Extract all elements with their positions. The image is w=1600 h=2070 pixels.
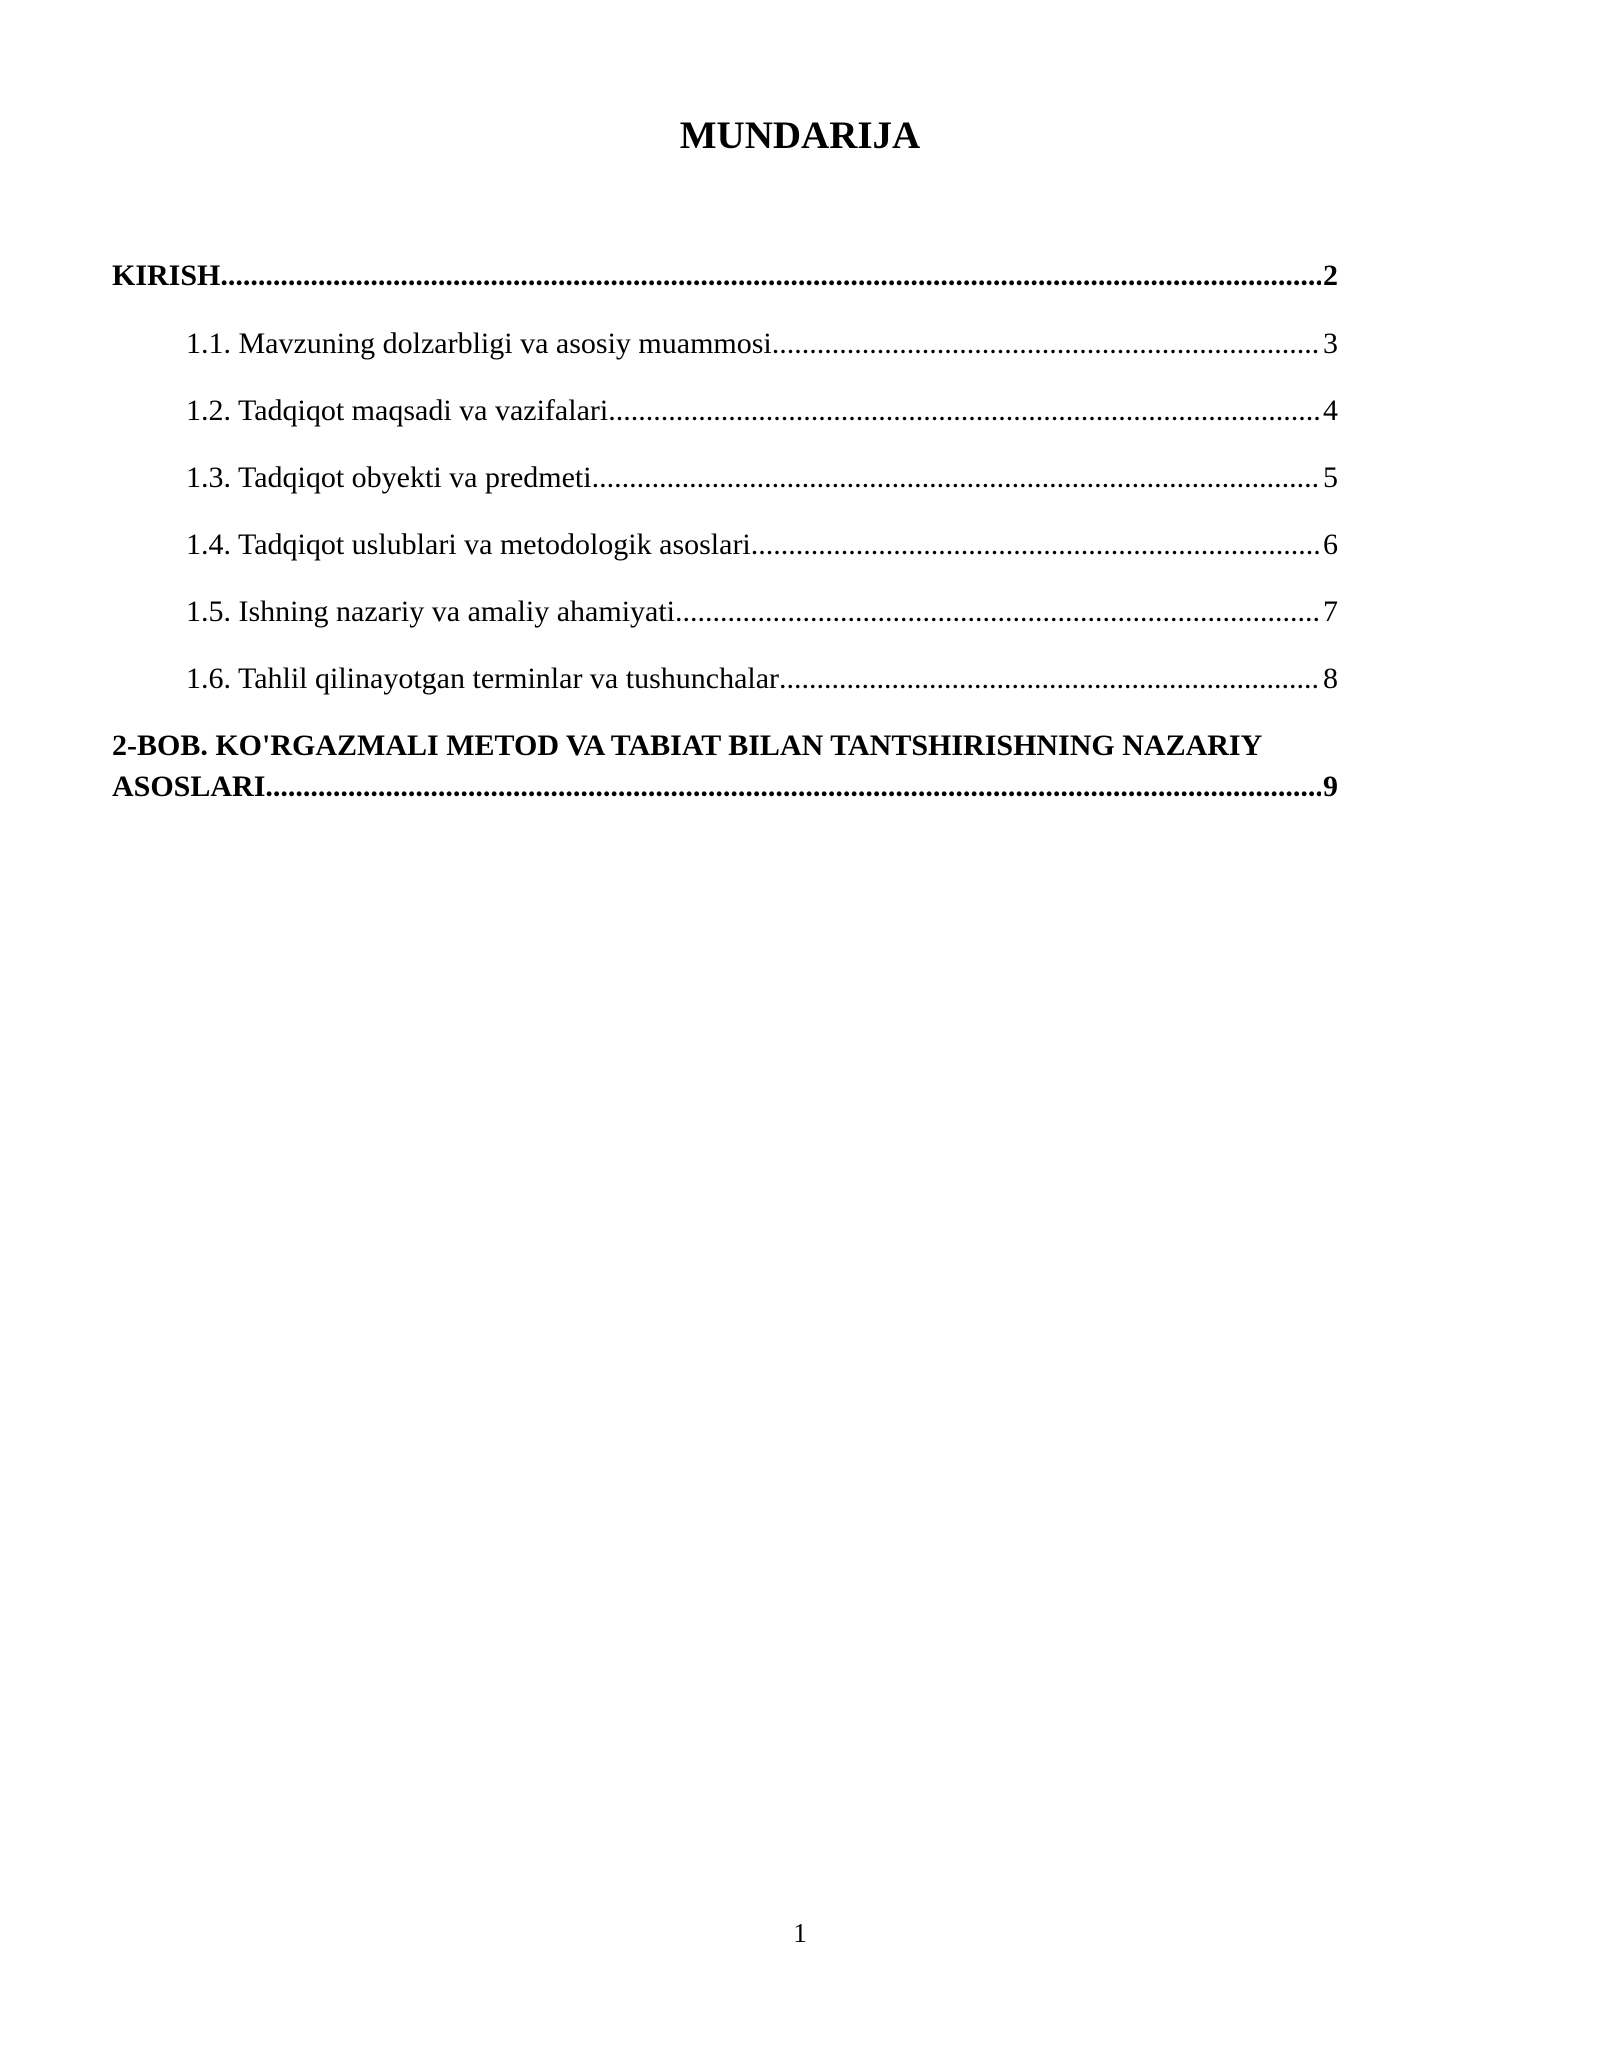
toc-entry-1-3[interactable] [186, 459, 1338, 497]
toc-entry-label: KIRISH [112, 259, 221, 292]
toc-entry-page: 2 [1323, 259, 1338, 292]
toc-entry-page: 5 [1323, 461, 1338, 494]
toc-entry-label: 1.3. Tadqiqot obyekti va predmeti [186, 461, 592, 494]
toc-leader-dots [751, 526, 1321, 564]
toc-leader-dots [220, 257, 1321, 295]
toc-entry-label: 1.4. Tadqiqot uslublari va metodologik asoslari [186, 528, 751, 561]
toc-entry-label: 1.2. Tadqiqot maqsadi va vazifalari [186, 394, 609, 427]
toc-leader-dots [265, 768, 1321, 806]
toc-leader-dots [675, 593, 1321, 631]
toc-entry-1-4[interactable] [186, 526, 1338, 564]
toc-entry-1-1[interactable] [186, 325, 1338, 363]
page-title: MUNDARIJA [679, 114, 921, 157]
toc-entry-1-5[interactable] [186, 593, 1338, 631]
toc-entry-page: 8 [1323, 662, 1338, 695]
toc-entry-label: 1.6. Tahlil qilinayotgan terminlar va tushunchalar [186, 662, 780, 695]
toc-entry-page: 4 [1323, 394, 1338, 427]
toc-entry-page: 3 [1323, 327, 1338, 360]
toc-entry-chapter-2[interactable] [112, 768, 1338, 806]
toc-entry-page: 9 [1323, 770, 1338, 803]
toc-entry-page: 6 [1323, 528, 1338, 561]
toc-entry-label: 1.1. Mavzuning dolzarbligi va asosiy muammosi [186, 327, 772, 360]
toc-entry-label: ASOSLARI [112, 770, 266, 803]
toc-entry-page: 7 [1323, 595, 1338, 628]
toc-entry-chapter-2-line1[interactable]: 2-BOB. KO'RGAZMALI METOD VA TABIAT BILAN TANTSHIRISHNING NAZARIY [112, 729, 1263, 762]
toc-leader-dots [608, 392, 1321, 430]
toc-entry-kirish[interactable] [112, 257, 1338, 295]
toc-entry-label: 1.5. Ishning nazariy va amaliy ahamiyati [186, 595, 676, 628]
page-number: 1 [793, 1918, 807, 1948]
toc-entry-1-6[interactable] [186, 660, 1338, 698]
toc-leader-dots [592, 459, 1321, 497]
toc-leader-dots [772, 325, 1321, 363]
toc-entry-1-2[interactable] [186, 392, 1338, 430]
toc-leader-dots [779, 660, 1321, 698]
